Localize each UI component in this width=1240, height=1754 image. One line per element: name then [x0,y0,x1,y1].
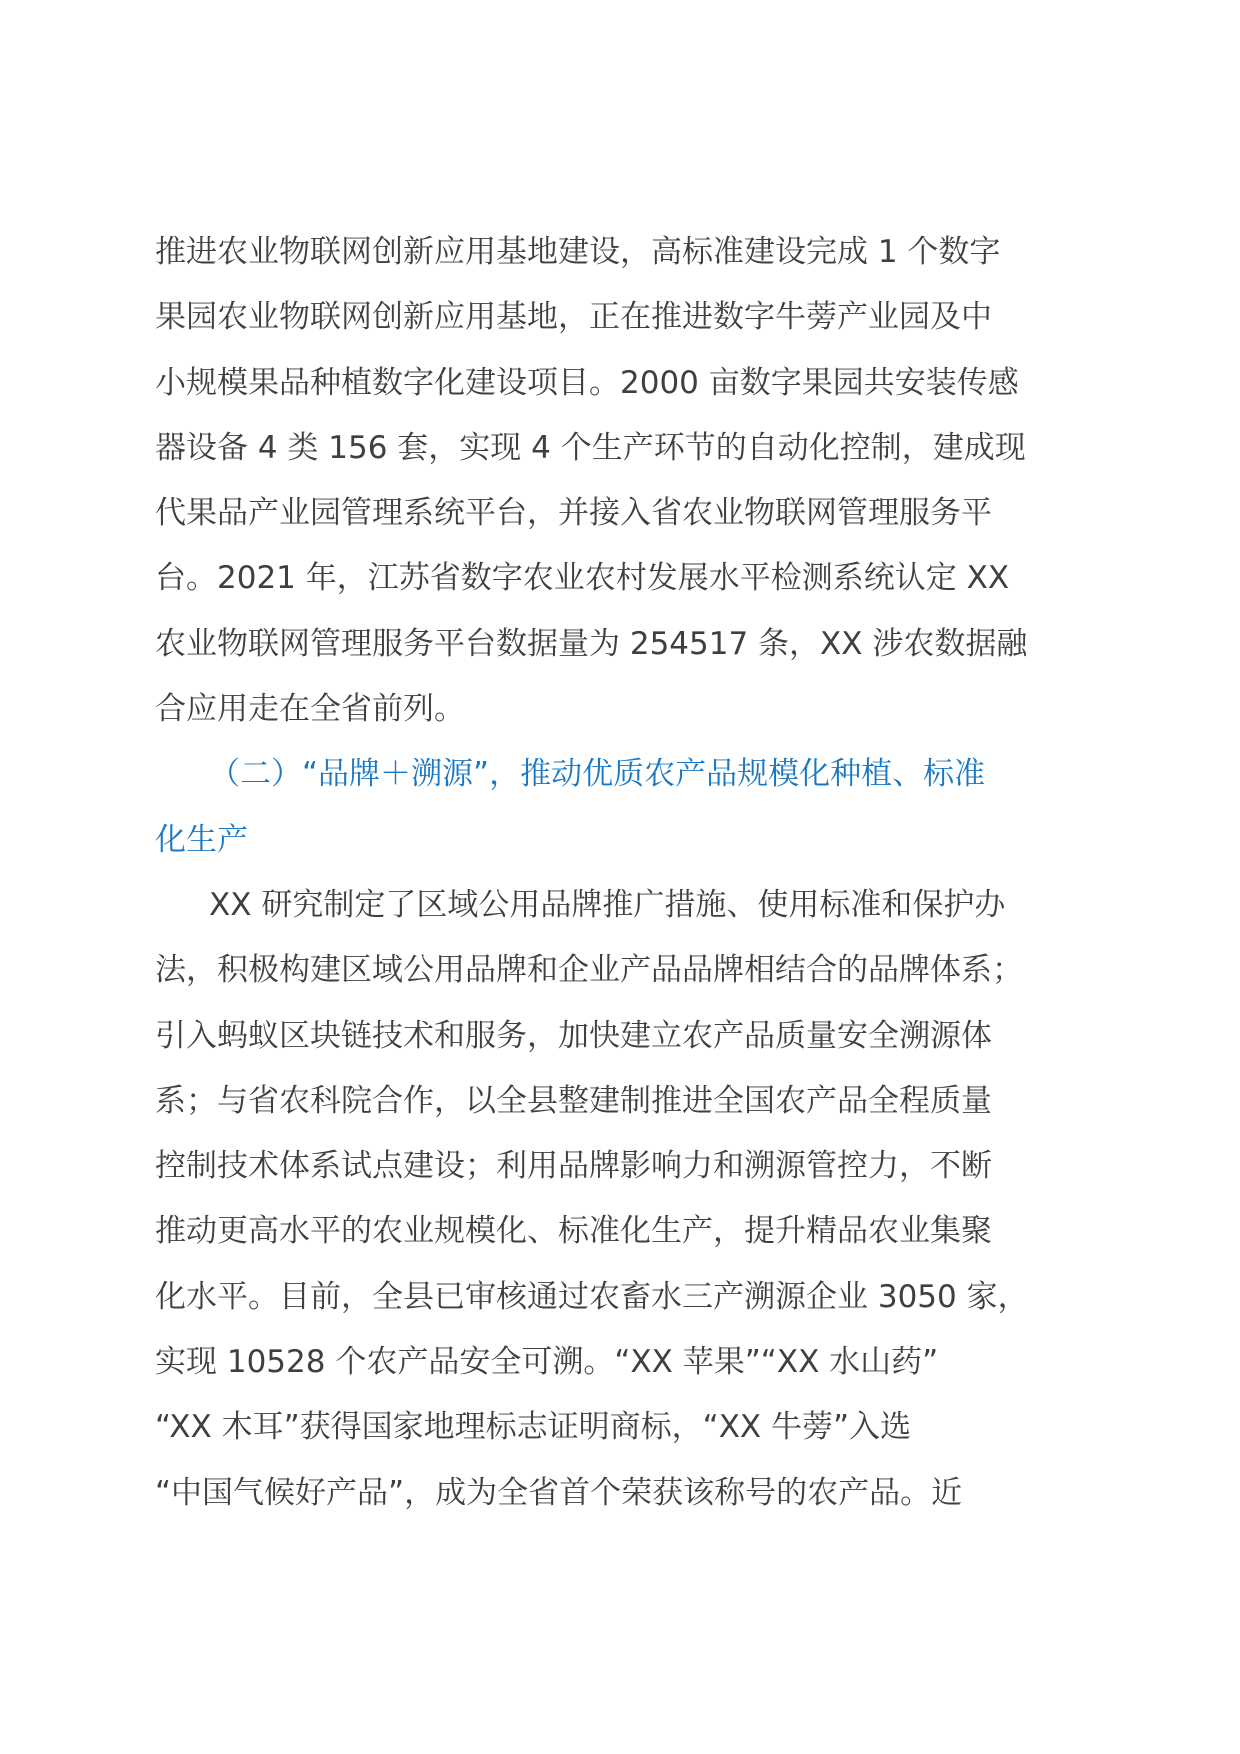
text-line: 推动更高水平的农业规模化、标准化生产，提升精品农业集聚 [155,1213,992,1250]
paragraph-iot [155,220,1095,742]
heading-line: （二）“品牌＋溯源”，推动优质农产品规模化种植、标准 [209,756,986,793]
text-line: 引入蚂蚁区块链技术和服务，加快建立农产品质量安全溯源体 [155,1017,992,1054]
text-line: 台。2021 年，江苏省数字农业农村发展水平检测系统认定 XX [155,560,1010,597]
text-line: 推进农业物联网创新应用基地建设，高标准建设完成 1 个数字 [155,234,1001,270]
text-line: 器设备 4 类 156 套，实现 4 个生产环节的自动化控制，建成现 [155,429,1026,466]
text-line: 代果品产业园管理系统平台，并接入省农业物联网管理服务平 [155,495,992,532]
text-line: 法，积极构建区域公用品牌和企业产品品牌相结合的品牌体系； [155,952,1023,989]
text-line: 化水平。目前，全县已审核通过农畜水三产溯源企业 3050 家， [155,1278,1029,1315]
text-line: 农业物联网管理服务平台数据量为 254517 条，XX 涉农数据融 [155,625,1028,662]
document-body [155,220,1095,1526]
text-line: 实现 10528 个农产品安全可溯。“XX 苹果”“XX 水山药” [155,1344,939,1381]
text-line: “XX 木耳”获得国家地理标志证明商标，“XX 牛蒡”入选 [155,1409,912,1446]
text-line: 控制技术体系试点建设；利用品牌影响力和溯源管控力，不断 [155,1148,992,1185]
text-line: 小规模果品种植数字化建设项目。2000 亩数字果园共安装传感 [155,364,1019,401]
text-line: XX 研究制定了区域公用品牌推广措施、使用标准和保护办 [209,886,1006,923]
paragraph-brand-traceability [155,873,1095,1526]
heading-line: 化生产 [155,821,248,858]
text-line: 系；与省农科院合作，以全县整建制推进全国农产品全程质量 [155,1082,992,1119]
text-line: 合应用走在全省前列。 [155,691,465,728]
section-heading [155,742,1095,873]
text-line: 果园农业物联网创新应用基地，正在推进数字牛蒡产业园及中 [155,299,992,336]
text-line: “中国气候好产品”，成为全省首个荣获该称号的农产品。近 [155,1474,963,1511]
